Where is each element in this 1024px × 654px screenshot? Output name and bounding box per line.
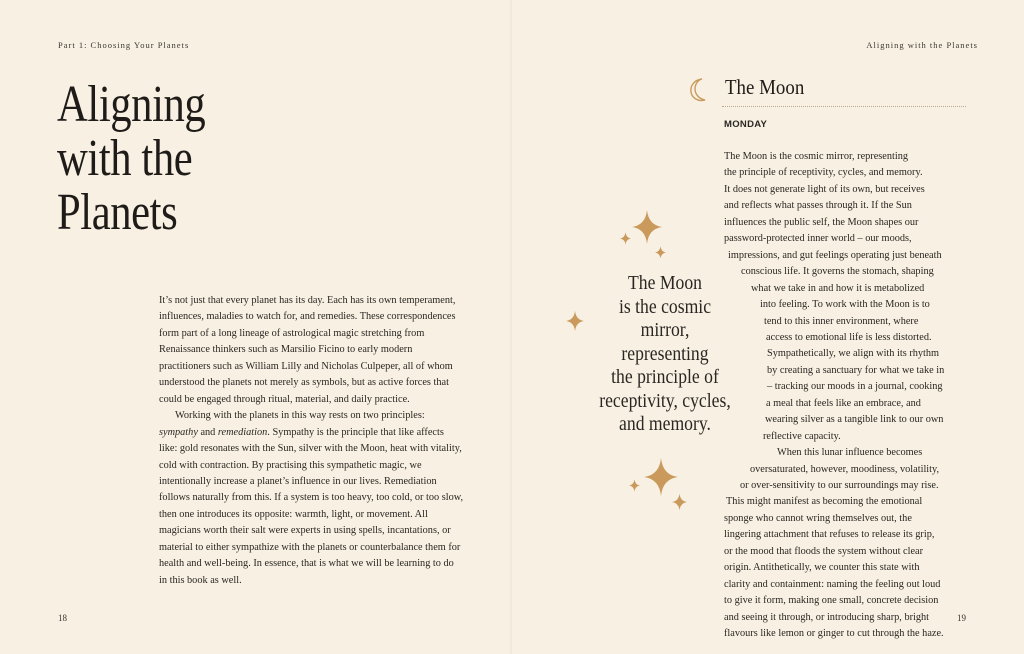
body-line: sponge who cannot wring themselves out, the [724, 512, 912, 524]
sparkle-star-icon [655, 246, 666, 259]
body-line: by creating a sanctuary for what we take in [767, 364, 945, 376]
day-label: MONDAY [724, 119, 768, 130]
body-line: to give it form, making one small, concrete decision [724, 595, 939, 607]
pull-quote-line: and memory. [619, 413, 711, 435]
pull-quote [575, 272, 756, 437]
pull-quote-line: is the cosmic [618, 295, 712, 318]
body-line: the principle of receptivity, cycles, and memory. [724, 167, 923, 179]
sparkle-star-icon [672, 493, 687, 511]
body-line: oversaturated, however, moodiness, volatility, [750, 463, 940, 475]
and-word: and [197, 426, 218, 438]
term-sympathy: sympathy [159, 426, 198, 438]
body-line: impressions, and gut feelings operating just beneath [728, 249, 942, 261]
crescent-moon-icon [686, 77, 712, 103]
pull-quote-line: mirror, [640, 319, 690, 341]
pull-quote-line: representing [621, 342, 709, 365]
sparkle-star-icon [620, 232, 631, 245]
body-line: access to emotional life is less distorted. [766, 331, 932, 343]
body-line: conscious life. It governs the stomach, shaping [741, 266, 934, 278]
sparkle-star-icon [632, 210, 662, 244]
sparkle-star-icon [629, 479, 640, 492]
paragraph-2-start: Working with the planets in this way rests on two principles: [175, 410, 425, 422]
running-head-left: Part 1: Choosing Your Planets [58, 40, 190, 50]
dotted-divider [722, 106, 966, 107]
title-line-3: Planets [57, 184, 178, 241]
sparkle-star-icon [644, 458, 678, 496]
body-line: tend to this inner environment, where [764, 315, 919, 327]
body-line: lingering attachment that refuses to release its grip, [724, 529, 935, 541]
intro-paragraph-2 [159, 408, 464, 589]
body-line: When this lunar influence becomes [777, 447, 923, 459]
body-line: a meal that feels like an embrace, and [766, 397, 921, 409]
body-line: or the mood that floods the system without clear [724, 545, 924, 557]
body-line: reflective capacity. [763, 430, 841, 442]
page-number-right: 19 [957, 613, 966, 623]
term-remediation: remediation [217, 426, 268, 438]
body-line: and reflects what passes through it. If the Sun [724, 200, 912, 212]
body-line: Sympathetically, we align with its rhythm [767, 348, 940, 360]
chapter-title [57, 78, 205, 240]
section-heading: The Moon [725, 75, 805, 99]
body-line: influences the public self, the Moon shapes our [724, 216, 919, 228]
body-line: It does not generate light of its own, but receives [724, 183, 925, 195]
body-line: or over-sensitivity to our surroundings may rise. [740, 480, 939, 491]
body-line: into feeling. To work with the Moon is to [760, 299, 930, 311]
pull-quote-line: The Moon [628, 272, 702, 294]
pull-quote-line: the principle of [611, 366, 719, 388]
body-line: wearing silver as a tangible link to our own [765, 414, 944, 426]
body-line: origin. Antithetically, we counter this state with [724, 562, 920, 574]
body-line: what we take in and how it is metabolized [751, 282, 925, 294]
running-head-right: Aligning with the Planets [866, 40, 978, 50]
intro-paragraph-1: It’s not just that every planet has its day. Each has its own temperament, influences, maladies to watch for, and remedies. These correspondences form part of a long lineage of astrological magic stretching from Renaissance thinkers such as Marsilio Ficino to early modern practitioners such as William Lilly and Nicholas Culpeper, all of whom understood the planets not merely as symbols, but as active forces that could be engaged through ritual, material, and daily practice. [159, 295, 456, 405]
body-line: The Moon is the cosmic mirror, representing [724, 151, 909, 162]
title-line-1: Aligning [57, 76, 206, 133]
page-number-left: 18 [58, 613, 67, 623]
title-line-2: with the [57, 130, 193, 187]
body-line: – tracking our moods in a journal, cooking [767, 381, 943, 393]
body-line: and seeing it through, or introducing sharp, bright [724, 611, 930, 623]
body-line: password-protected inner world – our moods, [724, 233, 912, 245]
body-line: clarity and containment: naming the feeling out loud [724, 578, 941, 590]
intro-body-text [159, 293, 464, 589]
body-line: flavours like lemon or ginger to cut through the haze. [724, 628, 944, 640]
pull-quote-line: receptivity, cycles, [599, 389, 731, 412]
body-line: This might manifest as becoming the emotional [726, 496, 923, 508]
paragraph-2-rest: . Sympathy is the principle that like affects like: gold resonates with the Sun, silver with the Moon, heat with vitality, cold with contraction. By practising this sympathetic magic, we intentionally increase a planet’s influence in our lives. Remediation follows naturally from this. If a system is too heavy, too cold, or too slow, then one introduces its opposite: warmth, light, or movement. All magicians worth their salt were experts in using spells, incantations, or material to either sympathize with the planets or counterbalance them for health and well-being. In essence, that is what we will be learning to do in this book as well. [159, 426, 464, 586]
